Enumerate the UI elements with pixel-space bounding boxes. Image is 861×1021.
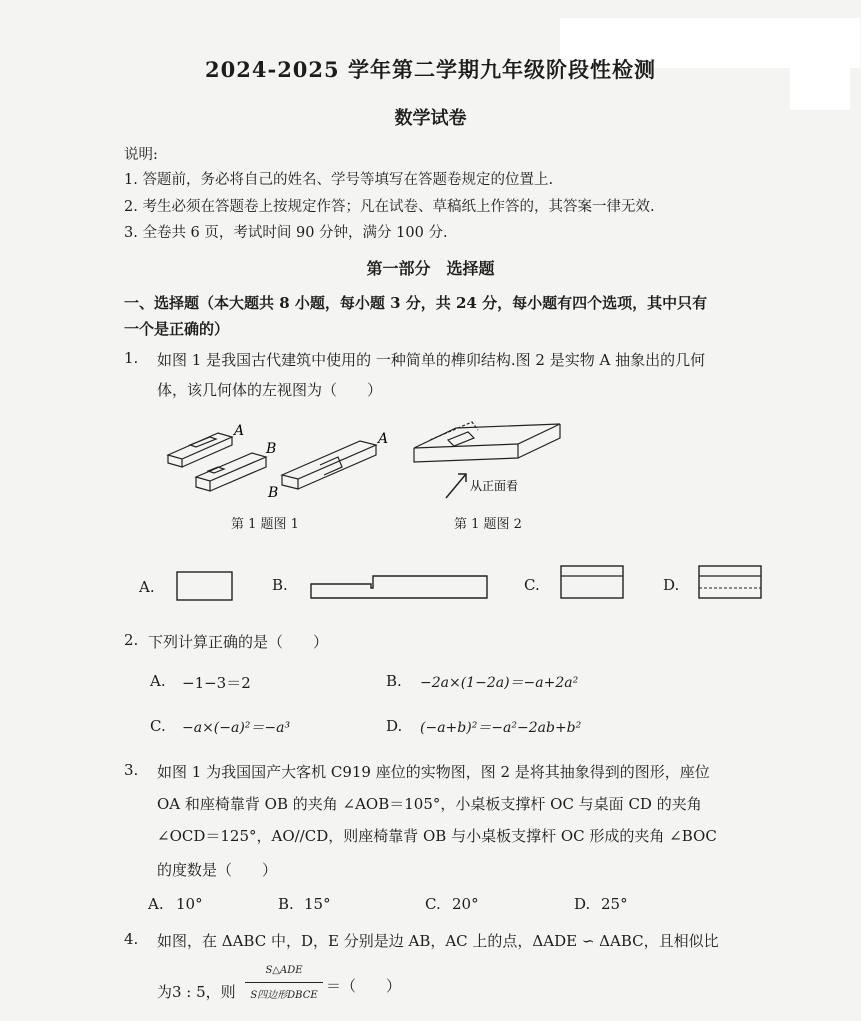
question-number: 4.	[124, 930, 139, 948]
option-d-view-icon	[697, 564, 763, 602]
figure-2-caption: 第 1 题图 2	[454, 517, 522, 532]
figure-label: B	[266, 441, 277, 457]
page-title: 2024-2025 学年第二学期九年级阶段性检测	[205, 57, 656, 82]
question-number: 1.	[124, 349, 139, 367]
option-d-text: (−a+b)²＝−a²−2ab+b²	[420, 720, 582, 736]
page-subtitle: 数学试卷	[394, 108, 467, 129]
question-3-stem-cont: ∠OCD＝125°，AO//CD，则座椅靠背 OB 与小桌板支撑杆 OC 形成的夹角 ∠BOC	[157, 827, 717, 845]
figure-label: B	[268, 485, 279, 501]
option-b-view-icon	[307, 568, 491, 602]
question-4-stem: 如图，在 ΔABC 中，D，E 分别是边 AB，AC 上的点，ΔADE ∽ ΔABC，且相似比	[157, 932, 719, 950]
question-4-stem-cont: 为3 : 5，则	[157, 983, 236, 1001]
fraction-numerator: S△ADE	[265, 965, 303, 976]
option-label: D.	[663, 576, 680, 594]
question-3-stem: 如图 1 为我国国产大客机 C919 座位的实物图，图 2 是将其抽象得到的图形，座位	[157, 763, 710, 781]
option-label: B.	[278, 895, 294, 913]
option-c-text: 20°	[452, 895, 479, 913]
option-label: A.	[150, 672, 166, 690]
question-3-stem-cont: 的度数是（ ）	[157, 861, 278, 879]
question-1-stem: 如图 1 是我国古代建筑中使用的 一种简单的榫卯结构.图 2 是实物 A 抽象出的几何	[157, 351, 706, 369]
part1-heading-cont: 一个是正确的）	[124, 320, 230, 338]
option-c-text: −a×(−a)²＝−a³	[182, 720, 291, 736]
option-label: D.	[386, 717, 403, 735]
option-b-text: −2a×(1−2a)＝−a+2a²	[420, 675, 579, 691]
note-item: 3. 全卷共 6 页，考试时间 90 分钟，满分 100 分.	[124, 225, 448, 241]
fraction-bar	[245, 982, 323, 983]
option-label: C.	[524, 576, 540, 594]
option-d-text: 25°	[601, 895, 628, 913]
option-a-text: −1−3＝2	[182, 674, 251, 692]
option-c-view-icon	[559, 564, 625, 602]
option-label: D.	[574, 895, 591, 913]
option-label: C.	[150, 717, 166, 735]
figure-1-diagram	[160, 415, 390, 505]
question-4-answer-blank: ＝（ ）	[326, 977, 402, 995]
question-2-stem: 下列计算正确的是（ ）	[148, 633, 329, 651]
option-label: B.	[272, 576, 288, 594]
figure-label: A	[234, 423, 245, 439]
option-b-text: 15°	[304, 895, 331, 913]
note-item: 2. 考生必须在答题卷上按规定作答；凡在试卷、草稿纸上作答的，其答案一律无效.	[124, 199, 655, 215]
option-label: B.	[386, 672, 402, 690]
view-direction-label: 从正面看	[470, 479, 519, 493]
option-label: A.	[139, 578, 155, 596]
option-label: C.	[425, 895, 441, 913]
note-item: 1. 答题前，务必将自己的姓名、学号等填写在答题卷规定的位置上.	[124, 172, 554, 188]
part1-heading: 一、选择题（本大题共 8 小题，每小题 3 分，共 24 分，每小题有四个选项，其中只有	[124, 294, 708, 312]
figure-2-diagram	[408, 418, 573, 502]
notes-heading: 说明:	[124, 147, 158, 163]
question-1-stem-cont: 体，该几何体的左视图为（ ）	[157, 381, 383, 399]
option-label: A.	[148, 895, 164, 913]
question-number: 2.	[124, 631, 139, 649]
question-number: 3.	[124, 761, 139, 779]
fraction-denominator: S四边形DBCE	[250, 990, 318, 1001]
option-a-view-icon	[175, 570, 235, 604]
figure-1-caption: 第 1 题图 1	[231, 517, 299, 532]
section-title: 第一部分 选择题	[366, 259, 495, 278]
option-a-text: 10°	[176, 895, 203, 913]
figure-label: A	[378, 431, 389, 447]
question-3-stem-cont: OA 和座椅靠背 OB 的夹角 ∠AOB＝105°，小桌板支撑杆 OC 与桌面 CD 的夹角	[157, 795, 702, 813]
